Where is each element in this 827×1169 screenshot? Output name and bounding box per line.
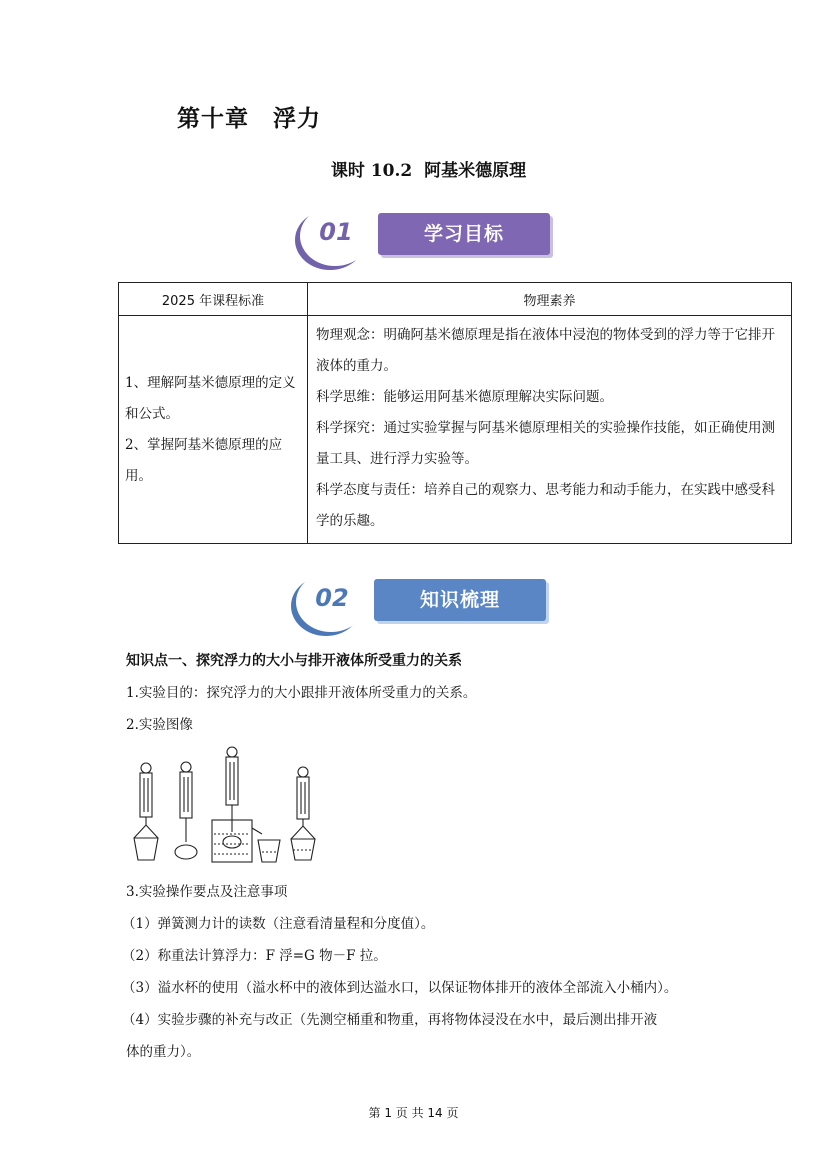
section-badge-goals bbox=[300, 206, 560, 268]
note-item: （1）弹簧测力计的读数（注意看清量程和分度值）。 bbox=[122, 916, 435, 932]
small-bucket-icon bbox=[258, 840, 280, 862]
lesson-title bbox=[0, 156, 827, 181]
experiment-image-label: 2.实验图像 bbox=[126, 717, 193, 733]
lesson-prefix: 课时 10.2 bbox=[330, 161, 413, 181]
table-row bbox=[119, 316, 792, 544]
page-footer: 第 1 页 共 14 页 bbox=[368, 1106, 459, 1120]
goals-table bbox=[118, 282, 792, 544]
standards-cell bbox=[119, 316, 308, 544]
section-number: 01 bbox=[319, 218, 353, 246]
spring-scale-with-bucket-icon bbox=[134, 763, 158, 860]
header-curriculum-standard: 2025 年课程标准 bbox=[119, 283, 308, 316]
spring-scale-with-object-icon bbox=[175, 762, 197, 859]
standard-item: 1、理解阿基米德原理的定义和公式。 bbox=[125, 374, 296, 422]
standard-item: 2、掌握阿基米德原理的应用。 bbox=[125, 436, 283, 484]
literacy-item: 科学探究：通过实验掌握与阿基米德原理相关的实验操作技能，如正确使用测量工具、进行浮力实验等。 bbox=[316, 420, 775, 467]
spring-scale-with-water-bucket-icon bbox=[291, 767, 315, 860]
operation-notes-label: 3.实验操作要点及注意事项 bbox=[126, 884, 288, 900]
note-item-continued: 体的重力）。 bbox=[126, 1044, 201, 1060]
section-title: 学习目标 bbox=[378, 213, 550, 255]
note-item: （2）称重法计算浮力：F 浮=G 物－F 拉。 bbox=[122, 948, 387, 964]
literacy-item: 物理观念：明确阿基米德原理是指在液体中浸泡的物体受到的浮力等于它排开液体的重力。 bbox=[316, 327, 775, 374]
literacy-item: 科学思维：能够运用阿基米德原理解决实际问题。 bbox=[316, 389, 613, 405]
note-item: （4）实验步骤的补充与改正（先测空桶重和物重，再将物体浸没在水中，最后测出排开液 bbox=[122, 1012, 658, 1028]
section-number: 02 bbox=[315, 584, 349, 612]
lesson-name: 阿基米德原理 bbox=[424, 161, 527, 181]
knowledge-point-title: 知识点一、探究浮力的大小与排开液体所受重力的关系 bbox=[126, 653, 462, 669]
experiment-purpose: 1.实验目的：探究浮力的大小跟排开液体所受重力的关系。 bbox=[126, 685, 477, 701]
note-item: （3）溢水杯的使用（溢水杯中的液体到达溢水口，以保证物体排开的液体全部流入小桶内）。 bbox=[122, 980, 678, 996]
header-physics-literacy: 物理素养 bbox=[308, 283, 792, 316]
experiment-illustration bbox=[128, 742, 328, 867]
section-badge-knowledge bbox=[296, 572, 556, 634]
table-header-row bbox=[119, 283, 792, 316]
literacy-item: 科学态度与责任：培养自己的观察力、思考能力和动手能力，在实践中感受科学的乐趣。 bbox=[316, 482, 775, 529]
spring-scale-in-overflow-cup-icon bbox=[212, 747, 262, 862]
section-title: 知识梳理 bbox=[374, 579, 546, 621]
literacy-cell bbox=[308, 316, 792, 544]
chapter-title: 第十章 浮力 bbox=[177, 105, 321, 132]
